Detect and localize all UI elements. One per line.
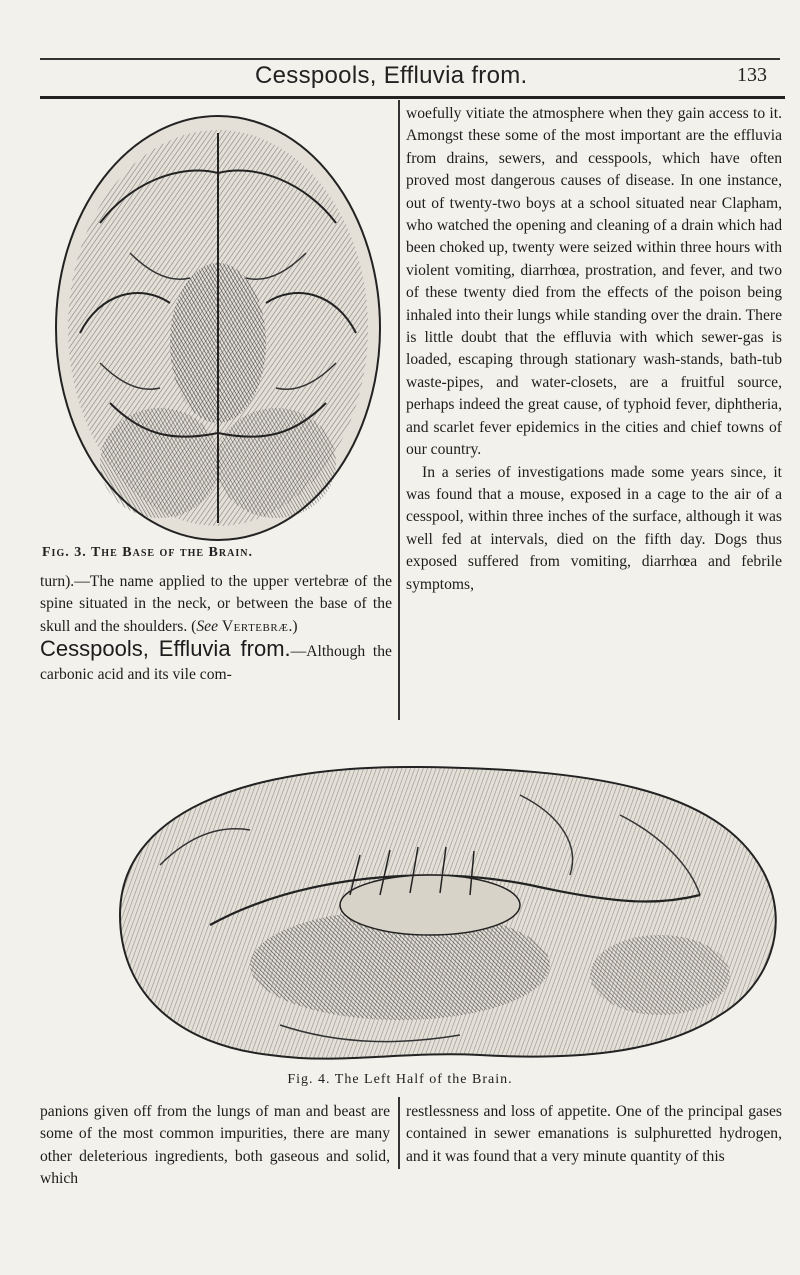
brain-left-half-illustration bbox=[100, 755, 800, 1075]
paragraph-effluvia: woefully vitiate the atmosphere when they gain access to it. Amongst these some of the most important are the effluvia from drains, sewers, and cesspools, which have often proved most dangerous causes of disease. In one instance, out of twenty-two boys at a school situated near Clapham, who watched the opening and cleaning of a drain which had been choked up, twenty were seized within three hours with violent vomiting, diarrhœa, prostration, and fever, and two of these twenty died from the effects of the poison being inhaled into their lungs while standing over the drain. There is little doubt that the effluvia with which sewer-gas is loaded, escaping through stationary wash-stands, bath-tub waste-pipes, and water-closets, are a fruitful source, perhaps indeed the great cause, of typhoid fever, diphtheria, and scarlet fever epidemics in the cities and chief towns of our country. bbox=[406, 105, 782, 459]
reference-close: .) bbox=[288, 617, 298, 635]
cervical-entry-text: turn).—The name applied to the upper vertebræ of the spine situated in the neck, or between the base of the skull and the shoulders. ( bbox=[40, 573, 392, 635]
header-top-rule bbox=[40, 58, 780, 60]
page-number: 133 bbox=[737, 64, 767, 86]
cesspools-entry-text: —Although the carbonic acid and its vile com- bbox=[40, 643, 392, 683]
see-reference-word: See bbox=[196, 617, 218, 635]
cesspools-entry-heading: Cesspools, Effluvia from. bbox=[40, 636, 291, 662]
left-column-top-text bbox=[40, 571, 392, 686]
column-divider-bottom bbox=[398, 1097, 400, 1169]
paragraph-investigations: In a series of investigations made some years since, it was found that a mouse, exposed in a cage to the air of a cesspool, within three inches of the surface, although it was well fed at intervals, died on the fifth day. Dogs thus exposed suffered from vomiting, diarrhœa and febrile symptoms, bbox=[406, 463, 782, 593]
figure-4-caption: Fig. 4. The Left Half of the Brain. bbox=[287, 1072, 513, 1087]
header-rule bbox=[40, 96, 785, 99]
left-column-bottom-text: panions given off from the lungs of man and beast are some of the most common impurities, there are many other deleterious ingredients, both gaseous and solid, which bbox=[40, 1103, 390, 1188]
column-divider-top bbox=[398, 100, 400, 720]
running-head: Cesspools, Effluvia from. bbox=[255, 62, 528, 89]
right-column-bottom-text: restlessness and loss of appetite. One of the principal gases contained in sewer emanations is sulphuretted hydrogen, and it was found that a very minute quantity of this bbox=[406, 1103, 782, 1165]
figure-3-caption: Fig. 3. The Base of the Brain. bbox=[42, 545, 253, 560]
vertebrae-cross-reference: Vertebræ bbox=[221, 617, 289, 635]
right-column-top-text bbox=[406, 103, 782, 596]
brain-base-illustration bbox=[40, 103, 390, 558]
